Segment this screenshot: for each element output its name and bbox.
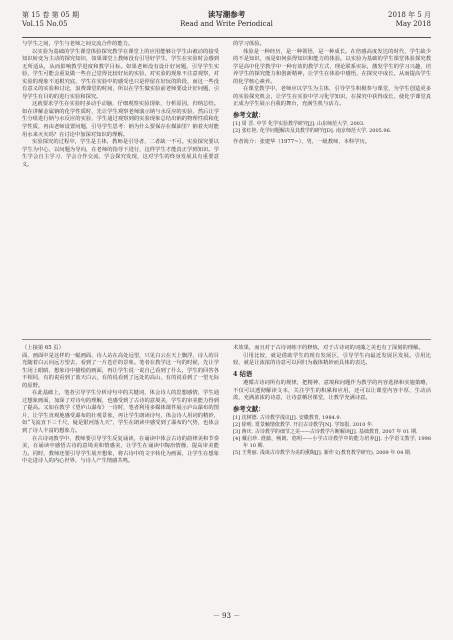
paragraph: 实验探究的过程中，学生是主体，教师是引导者，二者缺一不可。实验探究要以学生为中心，以问题为导向，在老师的指导下进行，这样学生才能真正学到知识。学生学会自主学习、学会合作交流、学会探究发现，这对学生的终身发展具有重要意义。 [22,139,219,168]
conclusion-paragraph: 遵循古诗词所有的规律，把精神、意境和问题作为教学的内容选择和实施策略，不仅可以透彻解读文本，关注学生的积累和应用，还可以让课堂内容丰厚，生动活泼，充满浓浓的诗意，让诗意栖居课堂，让教学充满诗意。 [233,380,431,402]
date-chinese: 2018 年 5 月 [388,11,431,19]
references-heading: 参考文献： [233,111,265,119]
paragraph: 面，画面中是这样的一幅画面，诗人站在高处远望，只见白云在天上飘浮，诗人的目光随着白云向远方望去，看到了一片苍茫的景象。笔者在教学这一句的时候，先让学生闭上眼睛，想象诗中描绘的画面，再让学生说一说自己看到了什么，学生的回答各不相同，有的说看到了蓝天白云，有的说看到了远处的高山，有的说看到了一望无际的原野。 [22,352,219,389]
reference-item: [3] 蒋庆. 古诗教学的细节之美——古诗教学片断解读[J]. 基础教育, 2007 年 01 期. [233,429,418,436]
references-list [233,415,431,457]
paragraph: 这就要求学生在实验时多动手动脑，仔细观察实验现象，分析原因，归纳总结。如在讲解金属钠的化学性质时，先让学生观察老师演示钠与水反应的实验，然后让学生分组进行钠与水反应的实验，学生通过观察到的实验现象总结出钠的物理性质和化学性质，再由老师设置问题，引导学生思考：钠为什么要保存在煤油里？钠着火时能用水来灭火吗？在讨论中加深对知识的理解。 [22,101,219,138]
reference-item: [2] 张红艳. 化学问题解决及其教学的研究[D]. 南京师范大学, 2005.96. [233,128,392,135]
paragraph: 术效果，而且对于古诗词练字的修炼，对于古诗词的词藻之美也有了深刻的理解。 [233,345,424,351]
top-left-column [22,41,219,333]
paragraph: 以实验为基础的学生课堂体验探究教学在课堂上的应用能够让学生由被动的接受知识转变为主动的探究知识，如果课堂上教师没有引导好学生，学生在实验时会感到无所适从，从而影响教学进度和教学目标。如果老师没有设计好问题，引导学生实验，学生可能会重复做一些自己觉得比较好玩的实验，对实验的现象不注意观察，对实验的现象不追根究底，学生在实验中的感受也只是停留在好玩的阶段，而这一些没有意义的实验和讨论，浪费课堂的时间，所以在学生做实验前老师要设计好问题，引导学生有目的的进行实验和探究。 [22,48,219,100]
top-right-column [233,41,431,333]
reference-item: [5] 王秀丽. 浅谈古诗教学为美的熏陶[J]. 新作文(教育教学研究), 2009 年 04 期. [233,450,412,457]
reference-item: [2] 徐明. 赏景触情依教学. 开启古诗教学[N]. 学知报, 2010 年. [233,422,374,429]
paragraph: 在此基础上，笔者引导学生分析诗句中的关键词，体会诗人的思想感情，学生通过想象画面，加深了对诗句的理解，也感受到了古诗的意境美，学生的审美能力得到了提高。又如在教学《望庐山瀑布》一诗时，笔者利用多媒体课件展示庐山瀑布的图片，让学生直观地感受瀑布的壮观景象，再让学生朗读诗句，体会诗人用词的精妙，如“飞流直下三千尺，疑是银河落九天”，学生在朗读中感受到了瀑布的气势，也体会到了诗人丰富的想象力。 [22,390,219,435]
volume-chinese: 第 15 卷 第 05 期 [22,11,79,19]
issue-date [388,11,431,28]
reference-item: [4] 戴启珍. 澄澈、畅朗、悠明——小学古诗教学中的能力培养[J]. 小学语文教学, 1998 年 10 期. [233,436,431,450]
bottom-right-column [233,345,431,600]
paragraph: 与学生之间，学生与老师之间交流合作的能力。 [22,41,134,47]
running-header [22,9,431,36]
references-list [233,121,431,135]
paragraph: 在古诗词教学中，教师要引导学生反复诵读，在诵读中体会古诗的韵律美和节奏美，在诵读中感悟古诗的意境美和情感美，让学生在诵读中陶冶情操，提高审美能力。同时，教师还要引导学生展开想象，将古诗中的文字转化为画面，让学生在想象中走进诗人的内心世界，与诗人产生情感共鸣。 [22,435,219,465]
date-english: May 2018 [395,19,431,28]
journal-name-english: Read and Write Periodical [180,19,273,28]
page-number: － 93 － [212,612,241,620]
bottom-left-column [22,345,219,600]
volume-english: Vol.15 No.05 [22,19,68,28]
paragraph: 引用比较，就是借助学生的现有发展区，引导学生向最近发展区发展。引用比较，就是让浓浓的诗意可以回归为载体精妙而具体的表达。 [233,352,431,367]
journal-name-chinese: 读写潮参考 [207,10,246,19]
references-heading: 参考文献： [233,405,265,413]
reference-item: [1] 周 晋. 中学 化学实验教学研究[J]. 山东师范大学, 2003. [233,121,365,128]
conclusion-heading: 4 结语 [233,370,253,378]
header-rule [22,37,431,38]
paragraph: 在课堂教学中，老师应以学生为主体，引导学生积极参与课堂，为学生创造更多的实验探究机会，让学生在实验中学习化学知识，在探究中获得成长，使化学课堂真正成为学生展示自我的舞台，充满生机与活力。 [233,86,431,108]
journal-name [22,11,431,28]
paragraph: 的学习体验。 [233,41,265,47]
author-bio: 作者简介：张建华（1977~），男，一级教师，本科学历。 [233,139,371,146]
paragraph: 体验是一种经历，是一种领悟，是一种成长。在倍感高度发达的时代，学生缺少的不是知识，而是如何获得知识和能力的体验。以实验为基础的学生课堂体验探究教学是高中化学教学中一种有效的教学方式，理论联系实际，激发学生的学习兴趣，培养学生的探究能力和创新精神，让学生在体验中感悟，在探究中成长，从而提高学生的化学核心素养。 [233,48,431,85]
section-divider [22,339,431,340]
continued-from-note: （上接第 65 页） [22,345,64,351]
reference-item: [1] 沈树德. 古诗教学浅议[J]. 安徽教育, 1984.9. [233,415,342,422]
